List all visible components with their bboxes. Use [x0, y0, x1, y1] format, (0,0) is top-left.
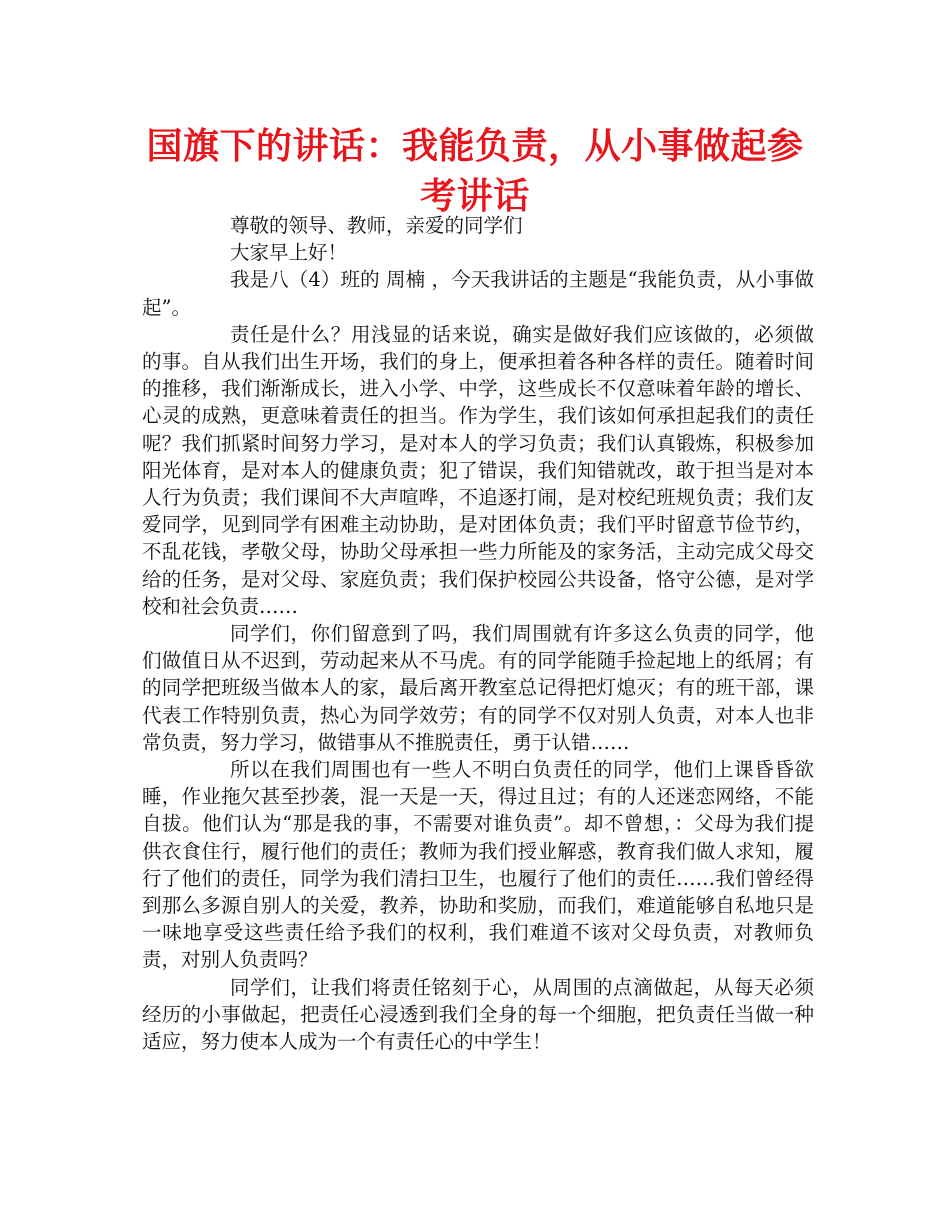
greeting-paragraph: 大家早上好！	[230, 241, 348, 265]
body-paragraph-responsibility: 责任是什么？用浅显的话来说，确实是做好我们应该做的，必须做的事。自从我们出生开场，我们的身上，便承担着各种各样的责任。随着时间的推移，我们渐渐成长，进入小学、中学，这些成长不仅意味着年龄的增长、心灵的成熟，更意味着责任的担当。作为学生，我们该如何承担起我们的责任呢？我们抓紧时间努力学习，是对本人的学习负责；我们认真锻炼，积极参加阳光体育，是对本人的健康负责；犯了错误，我们知错就改，敢于担当是对本人行为负责；我们课间不大声喧哗，不追逐打闹，是对校纪班规负责；我们友爱同学，见到同学有困难主动协助，是对团体负责；我们平时留意节俭节约，不乱花钱，孝敬父母，协助父母承担一些力所能及的家务活，主动完成父母交给的任务，是对父母、家庭负责；我们保护校园公共设备，恪守公德，是对学校和社会负责……	[142, 322, 814, 618]
document-title: 国旗下的讲话：我能负责，从小事做起参考讲话	[146, 126, 804, 217]
closing-paragraph: 同学们，让我们将责任铭刻于心，从周围的点滴做起，从每天必须经历的小事做起，把责任心浸透到我们全身的每一个细胞，把负责任当做一种适应，努力使本人成为一个有责任心的中学生！	[142, 975, 814, 1054]
intro-paragraph: 我是八（4）班的 周楠 ，今天我讲话的主题是“我能负责，从小事做起”。	[142, 268, 814, 319]
body-paragraph-contrast: 所以在我们周围也有一些人不明白负责任的同学，他们上课昏昏欲睡，作业拖欠甚至抄袭，混一天是一天，得过且过；有的人还迷恋网络，不能自拔。他们认为“那是我的事，不需要对谁负责”。却不曾想，：父母为我们提供衣食住行，履行他们的责任；教师为我们授业解惑，教育我们做人求知，履行了他们的责任，同学为我们清扫卫生，也履行了他们的责任……我们曾经得到那么多源自别人的关爱，教养，协助和奖励，而我们，难道能够自私地只是一味地享受这些责任给予我们的权利，我们难道不该对父母负责，对教师负责，对别人负责吗？	[142, 758, 814, 972]
document-body	[142, 212, 814, 1055]
body-paragraph-examples: 同学们，你们留意到了吗，我们周围就有许多这么负责的同学，他们做值日从不迟到，劳动起来从不马虎。有的同学能随手捡起地上的纸屑；有的同学把班级当做本人的家，最后离开教室总记得把灯熄灭；有的班干部，课代表工作特别负责，热心为同学效劳；有的同学不仅对别人负责，对本人也非常负责，努力学习，做错事从不推脱责任，勇于认错……	[142, 622, 814, 754]
salutation-paragraph: 尊敬的领导、教师，亲爱的同学们	[230, 214, 523, 237]
